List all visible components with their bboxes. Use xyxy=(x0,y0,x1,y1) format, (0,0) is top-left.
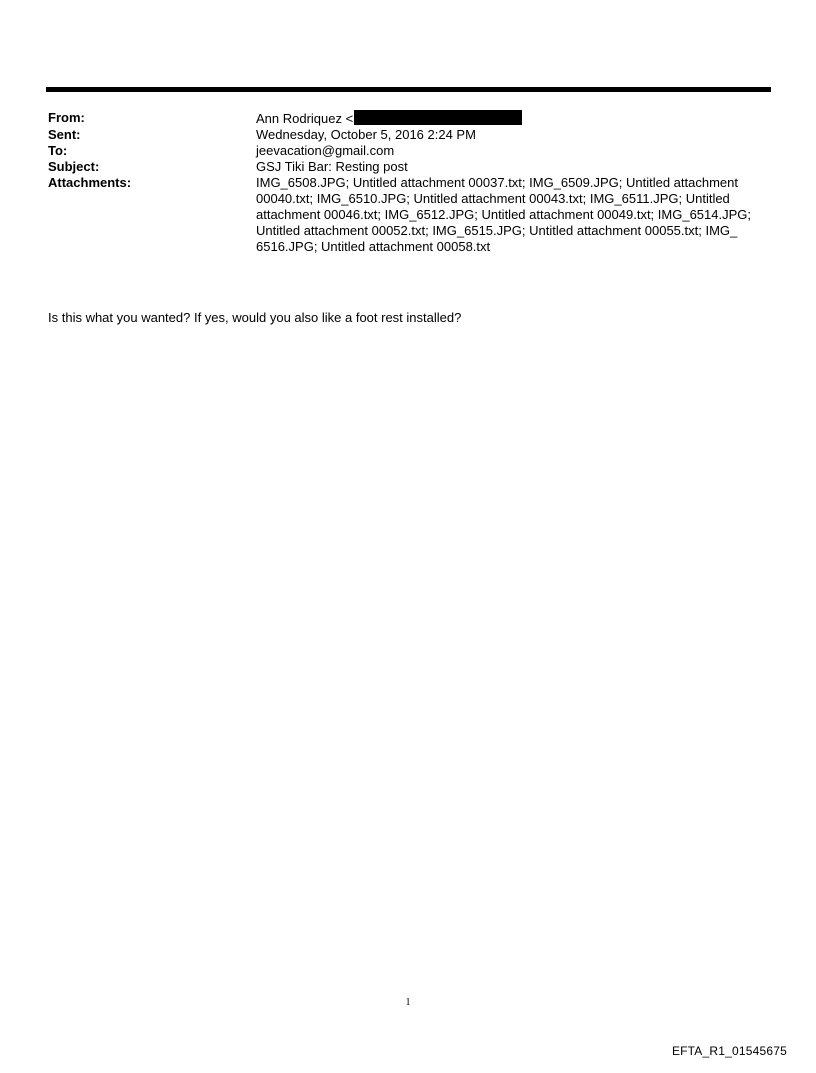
attachments-row xyxy=(48,175,768,255)
sent-label: Sent: xyxy=(48,127,81,142)
from-value xyxy=(256,110,768,127)
from-row xyxy=(48,110,768,127)
attachments-line: attachment 00046.txt; IMG_6512.JPG; Untitled attachment 00049.txt; IMG_6514.JPG; xyxy=(256,207,751,222)
attachments-line: IMG_6508.JPG; Untitled attachment 00037.txt; IMG_6509.JPG; Untitled attachment xyxy=(256,175,738,190)
email-body: Is this what you wanted? If yes, would you also like a foot rest installed? xyxy=(48,310,462,325)
redaction-box xyxy=(354,110,522,125)
to-value: jeevacation@gmail.com xyxy=(256,143,395,158)
subject-value: GSJ Tiki Bar: Resting post xyxy=(256,159,408,174)
email-header xyxy=(48,110,768,255)
from-label: From: xyxy=(48,110,85,125)
bates-number: EFTA_R1_01545675 xyxy=(671,1044,787,1058)
subject-label: Subject: xyxy=(48,159,100,174)
sent-row xyxy=(48,127,768,143)
sender-name: Ann Rodriquez < xyxy=(256,111,354,126)
attachments-label: Attachments: xyxy=(48,175,132,190)
sent-value: Wednesday, October 5, 2016 2:24 PM xyxy=(256,127,476,142)
attachments-line: 00040.txt; IMG_6510.JPG; Untitled attachment 00043.txt; IMG_6511.JPG; Untitled xyxy=(256,191,730,206)
page-number: 1 xyxy=(405,997,411,1008)
attachments-line: 6516.JPG; Untitled attachment 00058.txt xyxy=(256,239,491,254)
attachments-value xyxy=(256,175,768,255)
to-row xyxy=(48,143,768,159)
attachments-line: Untitled attachment 00052.txt; IMG_6515.JPG; Untitled attachment 00055.txt; IMG_ xyxy=(256,223,738,238)
subject-row xyxy=(48,159,768,175)
header-divider xyxy=(46,87,771,92)
to-label: To: xyxy=(48,143,68,158)
